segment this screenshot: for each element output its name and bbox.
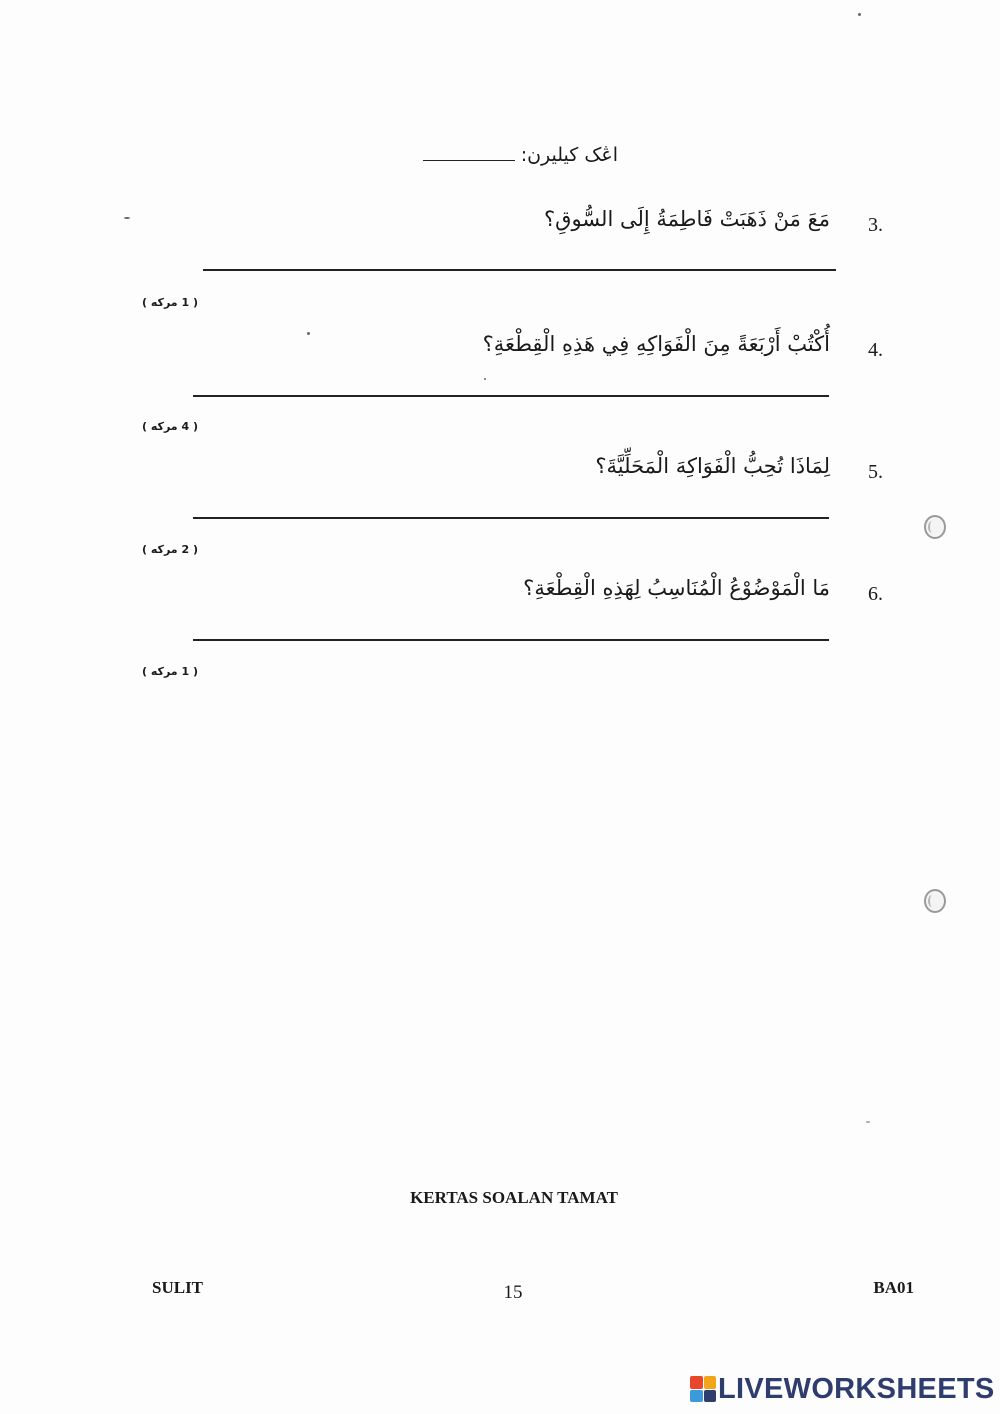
footer-classification: SULIT — [152, 1278, 204, 1297]
punch-hole-icon — [924, 515, 946, 539]
question-4-text: أُكْتُبْ أَرْبَعَةً مِنَ الْفَوَاكِهِ فِي هَذِهِ الْقِطْعَةِ؟ — [482, 332, 830, 356]
question-4-marks: ( 4 مركه ) — [142, 420, 198, 433]
question-3-answer-line[interactable] — [203, 269, 836, 271]
scan-speck — [858, 13, 861, 16]
question-6-marks: ( 1 مركه ) — [142, 665, 198, 678]
punch-hole-icon — [924, 889, 946, 913]
page-number: 15 — [503, 1282, 523, 1303]
question-3-marks: ( 1 مركه ) — [142, 296, 198, 309]
question-6-answer-line[interactable] — [193, 639, 829, 641]
question-5-text: لِمَاذَا تُحِبُّ الْفَوَاكِهَ الْمَحَلِّيَّةَ؟ — [595, 454, 830, 478]
paper-code: BA01 — [873, 1278, 914, 1297]
question-5-marks: ( 2 مركه ) — [142, 543, 198, 556]
question-3-number: 3. — [868, 214, 883, 236]
end-of-paper-text: KERTAS SOALAN TAMAT — [410, 1188, 618, 1207]
question-6-text: مَا الْمَوْضُوْعُ الْمُنَاسِبُ لِهَذِهِ الْقِطْعَةِ؟ — [523, 576, 830, 600]
scan-speck — [866, 1121, 870, 1123]
question-6-number: 6. — [868, 583, 883, 605]
question-5-number: 5. — [868, 461, 883, 483]
name-blank-line — [423, 138, 515, 161]
liveworksheets-logo-icon — [690, 1376, 716, 1402]
question-4-number: 4. — [868, 339, 883, 361]
name-label: اڠک كيليرن: — [520, 144, 618, 166]
liveworksheets-logo — [690, 1372, 995, 1406]
question-5-answer-line[interactable] — [193, 517, 829, 519]
scan-speck — [484, 378, 486, 380]
scan-speck — [124, 217, 130, 219]
liveworksheets-wordmark: LIVEWORKSHEETS — [718, 1372, 995, 1405]
question-4-answer-line[interactable] — [193, 395, 829, 397]
question-3-text: مَعَ مَنْ ذَهَبَتْ فَاطِمَةُ إِلَى السُّوقِ؟ — [544, 207, 830, 231]
scan-speck — [307, 332, 310, 335]
name-field-row — [410, 138, 618, 172]
